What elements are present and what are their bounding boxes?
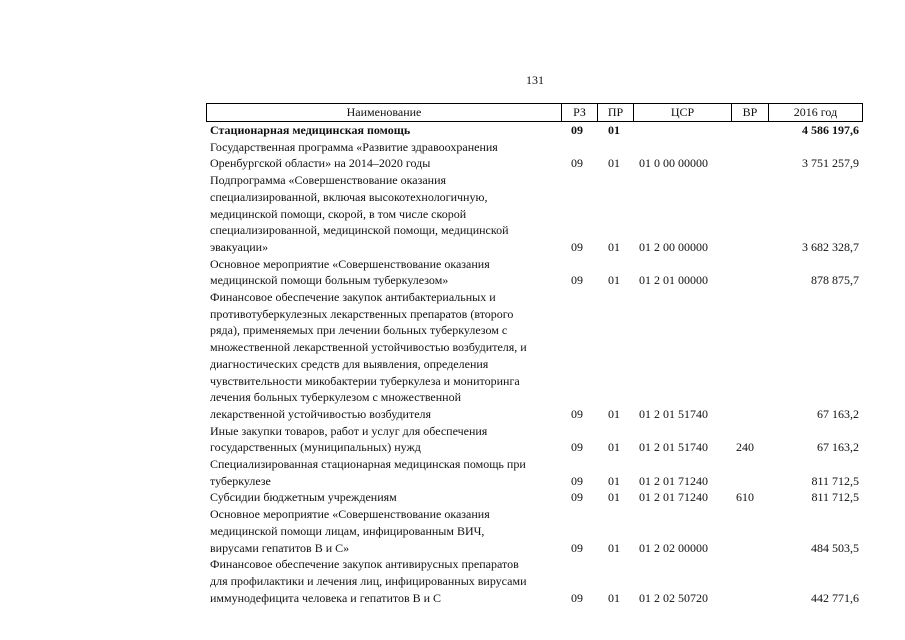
table-header <box>206 103 863 122</box>
table-row <box>206 489 863 506</box>
cell-pr: 01 <box>608 239 620 254</box>
cell-amount: 442 771,6 <box>811 590 859 605</box>
cell-csr: 01 2 01 71240 <box>639 490 708 505</box>
row-name-line: Специализированная стационарная медицинская помощь при <box>210 457 526 472</box>
cell-rz: 09 <box>571 273 583 288</box>
cell-csr: 01 2 00 00000 <box>639 239 708 254</box>
table-row <box>206 423 863 456</box>
table-row <box>206 139 863 172</box>
cell-rz: 09 <box>571 239 583 254</box>
header-vr: ВР <box>742 105 758 119</box>
cell-csr: 01 0 00 00000 <box>639 156 708 171</box>
row-name <box>206 256 554 289</box>
row-name-line: государственных (муниципальных) нужд <box>210 440 421 455</box>
cell-csr: 01 2 02 00000 <box>639 540 708 555</box>
cell-amount: 3 682 328,7 <box>802 239 859 254</box>
header-rz: РЗ <box>573 105 586 119</box>
cell-rz: 09 <box>571 156 583 171</box>
cell-csr: 01 2 01 51740 <box>639 440 708 455</box>
row-name <box>206 489 554 506</box>
row-name-line: Финансовое обеспечение закупок антибактериальных и <box>210 290 496 305</box>
cell-amount: 811 712,5 <box>811 490 859 505</box>
row-name <box>206 456 554 489</box>
cell-rz: 09 <box>571 123 583 137</box>
row-name-line: специализированной, медицинской помощи, медицинской <box>210 223 509 238</box>
table-row <box>206 172 863 256</box>
cell-amount: 67 163,2 <box>817 406 859 421</box>
row-name <box>206 139 554 172</box>
cell-csr: 01 2 01 51740 <box>639 406 708 421</box>
row-name-line: Основное мероприятие «Совершенствование оказания <box>210 256 490 271</box>
row-name <box>206 423 554 456</box>
cell-amount: 811 712,5 <box>811 473 859 488</box>
page-number: 131 <box>526 73 544 87</box>
row-name-line: эвакуации» <box>210 239 269 254</box>
row-name-line: множественной лекарственной устойчивостью возбудителя, и <box>210 340 527 355</box>
header-name: Наименование <box>346 105 422 119</box>
row-name-line: Оренбургской области» на 2014–2020 годы <box>210 156 431 171</box>
row-name-line: лекарственной устойчивостью возбудителя <box>210 406 432 421</box>
cell-pr: 01 <box>608 473 620 488</box>
table-row <box>206 122 863 139</box>
header-csr: ЦСР <box>670 105 695 119</box>
table-row <box>206 456 863 489</box>
cell-csr: 01 2 02 50720 <box>639 590 708 605</box>
cell-vr: 240 <box>736 440 754 455</box>
cell-amount: 878 875,7 <box>811 273 859 288</box>
cell-pr: 01 <box>608 156 620 171</box>
table-body <box>206 122 863 606</box>
cell-amount: 67 163,2 <box>817 440 859 455</box>
row-name-line: туберкулезе <box>210 473 271 488</box>
row-name-line: чувствительности микобактерии туберкулеза и мониторинга <box>210 373 520 388</box>
cell-pr: 01 <box>608 540 620 555</box>
cell-rz: 09 <box>571 540 583 555</box>
cell-pr: 01 <box>608 440 620 455</box>
cell-rz: 09 <box>571 490 583 505</box>
cell-rz: 09 <box>571 473 583 488</box>
row-name <box>206 556 554 606</box>
cell-rz: 09 <box>571 406 583 421</box>
row-name-line: Государственная программа «Развитие здравоохранения <box>210 139 498 154</box>
row-name-line: Стационарная медицинская помощь <box>210 123 411 137</box>
cell-amount: 4 586 197,6 <box>802 123 859 137</box>
header-year: 2016 год <box>793 105 838 119</box>
row-name-line: иммунодефицита человека и гепатитов B и C <box>210 590 442 605</box>
row-name-line: для профилактики и лечения лиц, инфицированных вирусами <box>210 573 527 588</box>
cell-pr: 01 <box>608 123 620 137</box>
cell-amount: 3 751 257,9 <box>802 156 859 171</box>
table-row <box>206 289 863 423</box>
row-name-line: медицинской помощи лицам, инфицированным ВИЧ, <box>210 523 485 538</box>
cell-pr: 01 <box>608 406 620 421</box>
row-name-line: медицинской помощи больным туберкулезом» <box>210 273 449 288</box>
cell-csr: 01 2 01 00000 <box>639 273 708 288</box>
row-name-line: ряда), применяемых при лечении больных туберкулезом с <box>210 323 508 338</box>
cell-rz: 09 <box>571 590 583 605</box>
row-name-line: Субсидии бюджетным учреждениям <box>210 490 397 505</box>
row-name <box>206 172 554 256</box>
row-name-line: Подпрограмма «Совершенствование оказания <box>210 173 447 188</box>
header-pr: ПР <box>607 105 624 119</box>
row-name <box>206 506 554 556</box>
cell-pr: 01 <box>608 490 620 505</box>
cell-amount: 484 503,5 <box>811 540 859 555</box>
table-row <box>206 506 863 556</box>
row-name <box>206 289 554 423</box>
row-name-line: Основное мероприятие «Совершенствование оказания <box>210 507 490 522</box>
row-name-line: Иные закупки товаров, работ и услуг для обеспечения <box>210 423 488 438</box>
row-name-line: вирусами гепатитов B и C» <box>210 540 350 555</box>
cell-csr: 01 2 01 71240 <box>639 473 708 488</box>
row-name-line: лечения больных туберкулезом с множественной <box>210 390 462 405</box>
row-name-line: специализированной, включая высокотехнологичную, <box>210 189 488 204</box>
row-name-line: диагностических средств для выявления, определения <box>210 356 489 371</box>
row-name-line: Финансовое обеспечение закупок антивирусных препаратов <box>210 557 519 572</box>
cell-rz: 09 <box>571 440 583 455</box>
table-row <box>206 256 863 289</box>
row-name-line: противотуберкулезных лекарственных препаратов (второго <box>210 306 514 321</box>
cell-pr: 01 <box>608 273 620 288</box>
row-name-line: медицинской помощи, скорой, в том числе скорой <box>210 206 467 221</box>
cell-pr: 01 <box>608 590 620 605</box>
budget-table <box>206 103 863 606</box>
cell-vr: 610 <box>736 490 754 505</box>
table-row <box>206 556 863 606</box>
row-name <box>206 122 554 139</box>
